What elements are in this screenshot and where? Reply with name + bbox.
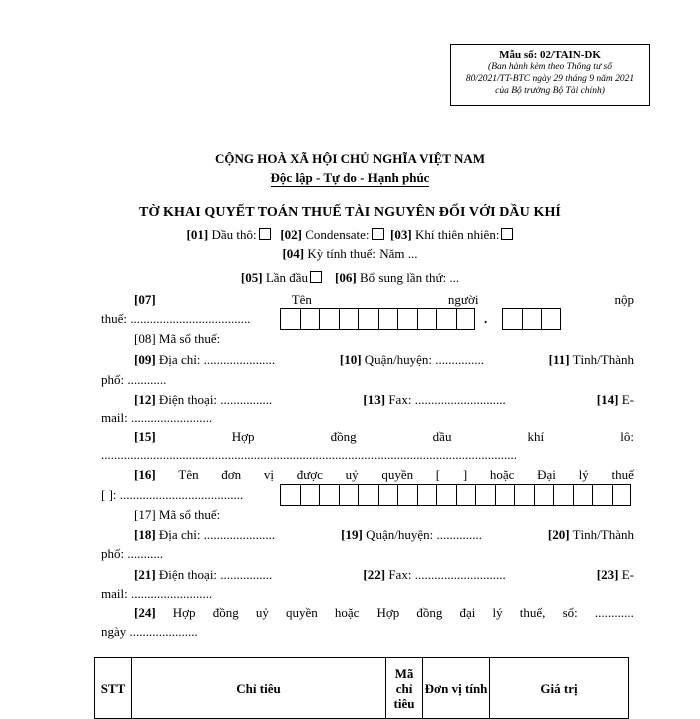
- word: đại: [459, 605, 476, 620]
- word: số:: [562, 605, 578, 620]
- word: người: [447, 292, 479, 307]
- col-code: Mã chỉ tiêu: [386, 658, 423, 719]
- agent-tax-id-label: [17] Mã số thuế:: [134, 507, 221, 522]
- agent-province-label: Tỉnh/Thành: [572, 527, 634, 542]
- word: đơn: [221, 467, 242, 482]
- word: Hợp: [231, 429, 255, 444]
- tax-period-row: [0, 246, 700, 262]
- word: Tên: [178, 467, 199, 482]
- dot-separator: .: [484, 311, 488, 326]
- table-header-row: [95, 658, 629, 719]
- settlement-table: [94, 657, 629, 719]
- agent-tax-code-boxes[interactable]: [280, 484, 631, 506]
- digit-box[interactable]: [417, 484, 437, 506]
- district-field[interactable]: Quận/huyện: ...............: [364, 352, 484, 367]
- word: lý: [492, 605, 503, 620]
- word: ]: [462, 467, 468, 482]
- field-code-02: [02]: [280, 227, 303, 242]
- page-title: TỜ KHAI QUYẾT TOÁN THUẾ TÀI NGUYÊN ĐỐI VỚI DẦU KHÍ: [139, 205, 561, 220]
- digit-box[interactable]: [300, 308, 320, 330]
- digit-box[interactable]: [339, 308, 359, 330]
- field-code-16: [16]: [134, 467, 156, 482]
- digit-box[interactable]: [592, 484, 612, 506]
- submission-row: [0, 270, 700, 286]
- email-field[interactable]: mail: .........................: [101, 410, 213, 425]
- word: [: [435, 467, 441, 482]
- word: khí: [527, 429, 545, 444]
- word: đồng: [212, 605, 239, 620]
- field-code-24: [24]: [134, 605, 156, 620]
- agent-province-field[interactable]: phố: ...........: [101, 546, 164, 561]
- digit-box[interactable]: [378, 308, 398, 330]
- word: được: [296, 467, 323, 482]
- word: đồng: [416, 605, 443, 620]
- digit-box[interactable]: [553, 484, 573, 506]
- agent-name-line: [ ]: ......................................: [101, 487, 244, 502]
- field-code-01: [01]: [186, 227, 209, 242]
- field-code-14: [14]: [596, 392, 619, 407]
- word: vị: [263, 467, 274, 482]
- province-field[interactable]: phố: ............: [101, 372, 167, 387]
- authorization-contract-row: [134, 605, 634, 621]
- taxpayer-name-line: thuế: .....................................: [101, 311, 251, 326]
- word: Tên: [291, 292, 312, 307]
- field-code-07: [07]: [134, 292, 156, 307]
- digit-box[interactable]: [456, 484, 476, 506]
- word: uỷ: [345, 467, 359, 482]
- word: uỷ: [255, 605, 269, 620]
- word: quyền: [285, 605, 318, 620]
- digit-box[interactable]: [495, 484, 515, 506]
- fax-field[interactable]: Fax: ............................: [388, 392, 506, 407]
- label-supplement: Bổ sung lần thứ: ...: [359, 270, 460, 285]
- digit-box[interactable]: [456, 308, 476, 330]
- digit-box[interactable]: [541, 308, 561, 330]
- agent-district-field[interactable]: Quận/huyện: ..............: [366, 527, 482, 542]
- product-type-row: [0, 227, 700, 243]
- agent-email-field[interactable]: mail: .........................: [101, 586, 213, 601]
- digit-box[interactable]: [436, 484, 456, 506]
- email-label: E-: [621, 392, 634, 407]
- agent-contact-row: [134, 567, 634, 583]
- field-code-15: [15]: [134, 429, 156, 444]
- digit-box[interactable]: [573, 484, 593, 506]
- word: hoặc: [334, 605, 360, 620]
- digit-box[interactable]: [300, 484, 320, 506]
- address-field[interactable]: Địa chỉ: ......................: [158, 352, 276, 367]
- phone-field[interactable]: Điện thoại: ................: [158, 392, 273, 407]
- digit-box[interactable]: [475, 484, 495, 506]
- field-code-20: [20]: [547, 527, 570, 542]
- field-code-22: [22]: [363, 567, 386, 582]
- label-condensate: Condensate:: [305, 227, 370, 242]
- field-code-13: [13]: [363, 392, 386, 407]
- col-stt: STT: [95, 658, 132, 719]
- word: đồng: [330, 429, 357, 444]
- digit-box[interactable]: [358, 484, 378, 506]
- field-code-06: [06]: [335, 270, 357, 285]
- agent-address-row: [134, 527, 634, 543]
- form-number-box: [450, 44, 650, 106]
- address-row: [134, 352, 634, 368]
- digit-box[interactable]: [417, 308, 437, 330]
- digit-box[interactable]: [319, 484, 339, 506]
- agent-address-field[interactable]: Địa chỉ: ......................: [158, 527, 276, 542]
- contract-number-field[interactable]: ............: [594, 605, 634, 620]
- label-first-time: Lần đầu: [265, 270, 309, 285]
- checkbox-crude-oil[interactable]: [259, 228, 271, 240]
- digit-box[interactable]: [397, 484, 417, 506]
- col-value: Giá trị: [490, 658, 629, 719]
- form-code: Mẫu số: 02/TAIN-DK: [499, 49, 601, 61]
- word: quyền: [381, 467, 414, 482]
- digit-box[interactable]: [522, 308, 542, 330]
- digit-box[interactable]: [319, 308, 339, 330]
- digit-box[interactable]: [280, 484, 300, 506]
- field-code-23: [23]: [596, 567, 619, 582]
- digit-box[interactable]: [378, 484, 398, 506]
- agent-fax-field[interactable]: Fax: ............................: [388, 567, 506, 582]
- field-code-03: [03]: [390, 227, 412, 242]
- form-note-2: 80/2021/TT-BTC ngày 29 tháng 9 năm 2021: [465, 74, 635, 84]
- word: thuế: [611, 467, 634, 482]
- contact-row: [134, 392, 634, 408]
- checkbox-condensate[interactable]: [372, 228, 384, 240]
- field-code-12: [12]: [134, 392, 156, 407]
- tax-code-boxes[interactable]: [280, 308, 475, 330]
- word: dầu: [432, 429, 452, 444]
- agent-name-row: [134, 467, 634, 483]
- word: Hợp: [376, 605, 400, 620]
- word: thuế,: [519, 605, 546, 620]
- republic-name: CỘNG HOÀ XÃ HỘI CHỦ NGHĨA VIỆT NAM: [214, 151, 486, 166]
- col-indicator: Chỉ tiêu: [132, 658, 386, 719]
- label-natural-gas: Khí thiên nhiên:: [414, 227, 500, 242]
- field-code-09: [09]: [134, 352, 156, 367]
- digit-box[interactable]: [612, 484, 632, 506]
- field-code-10: [10]: [339, 352, 362, 367]
- word: Hợp: [172, 605, 196, 620]
- field-code-21: [21]: [134, 567, 156, 582]
- checkbox-natural-gas[interactable]: [501, 228, 513, 240]
- form-note-3: của Bộ trưởng Bộ Tài chính): [495, 86, 605, 96]
- agent-email-label: E-: [621, 567, 634, 582]
- label-tax-period: Kỳ tính thuế: Năm ...: [307, 246, 418, 261]
- contract-row: [134, 429, 634, 445]
- word: hoặc: [489, 467, 515, 482]
- word: Đại: [537, 467, 556, 482]
- contract-date-field[interactable]: ngày .....................: [101, 624, 198, 639]
- field-code-19: [19]: [341, 527, 363, 542]
- tax-code-branch-boxes[interactable]: [502, 308, 561, 330]
- tax-id-label: [08] Mã số thuế:: [134, 331, 221, 346]
- province-label: Tỉnh/Thành: [572, 352, 634, 367]
- agent-phone-field[interactable]: Điện thoại: ................: [158, 567, 273, 582]
- digit-box[interactable]: [280, 308, 300, 330]
- field-code-18: [18]: [134, 527, 156, 542]
- motto-text: Độc lập - Tự do - Hạnh phúc: [270, 170, 430, 185]
- word: lô:: [620, 429, 634, 444]
- digit-box[interactable]: [339, 484, 359, 506]
- word: nộp: [614, 292, 634, 307]
- col-unit: Đơn vị tính: [423, 658, 490, 719]
- national-motto: [0, 170, 700, 186]
- form-note-1: (Ban hành kèm theo Thông tư số: [488, 62, 612, 72]
- digit-box[interactable]: [397, 308, 417, 330]
- digit-box[interactable]: [514, 484, 534, 506]
- word: lý: [578, 467, 589, 482]
- contract-field[interactable]: ................................................................................................................................: [101, 447, 517, 462]
- field-code-05: [05]: [240, 270, 263, 285]
- digit-box[interactable]: [534, 484, 554, 506]
- digit-box[interactable]: [436, 308, 456, 330]
- digit-box[interactable]: [358, 308, 378, 330]
- taxpayer-name-row: [134, 292, 634, 308]
- label-crude-oil: Dầu thô:: [211, 227, 257, 242]
- field-code-11: [11]: [548, 352, 570, 367]
- digit-box[interactable]: [502, 308, 522, 330]
- checkbox-first-time[interactable]: [310, 271, 322, 283]
- field-code-04: [04]: [282, 246, 305, 261]
